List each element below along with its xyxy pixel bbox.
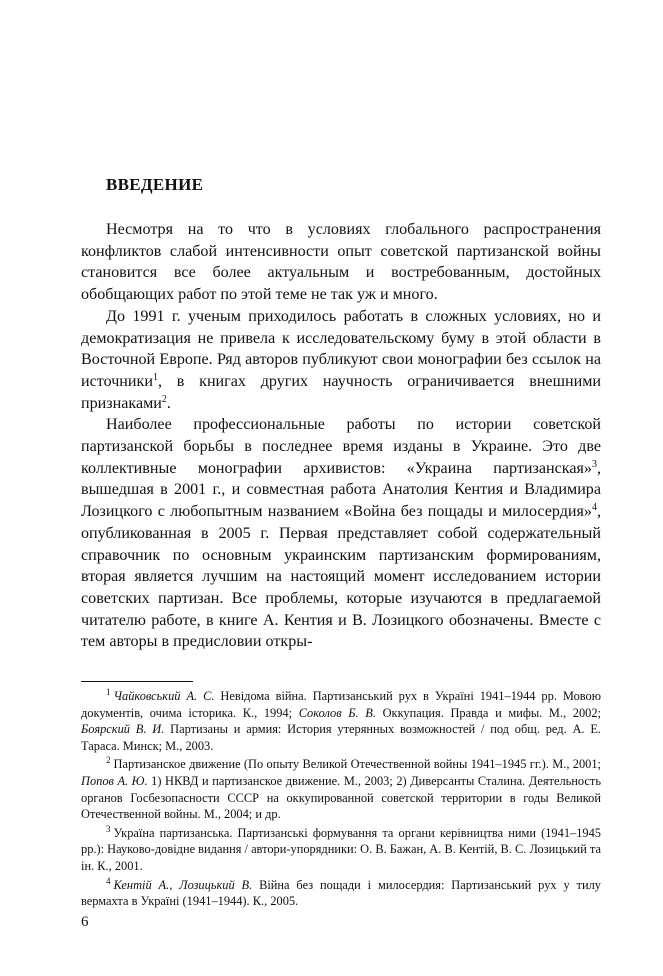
footnote-text: Оккупация. Правда и мифы. М., 2002; xyxy=(375,705,601,720)
footnote-number: 4 xyxy=(106,875,111,886)
author-name: Попов А. Ю. xyxy=(81,773,148,788)
footnote-ref: 4 xyxy=(591,502,597,514)
footnote-ref: 3 xyxy=(591,458,597,470)
footnote-number: 3 xyxy=(106,823,111,834)
footnote-text: Війна без пощади і милосердия: Партизанський рух у тилу вермахта в Україні (1941–1944). К., 2005. xyxy=(81,877,601,909)
footnote-ref: 1 xyxy=(152,371,158,383)
footnote-3 xyxy=(81,825,601,875)
page-number: 6 xyxy=(81,914,89,930)
footnote-divider xyxy=(81,681,193,682)
footnote-text: Партизанское движение (По опыту Великой Отечественной войны 1941–1945 гг.). М., 2001; xyxy=(113,757,601,772)
paragraph-text: Несмотря на то что в условиях глобального распространения конфликтов слабой интенсивности опыт советской партизанской войны становится все более актуальным и востребованным, достойных обобщающих работ по этой теме не так уж и много. xyxy=(81,221,601,304)
paragraph-text: , вышедшая в 2001 г., и совместная работа Анатолия Кентия и Владимира Лозицкого с любопытным названием «Война без пощады и милосердия» xyxy=(81,459,601,521)
paragraph-1 xyxy=(81,219,601,306)
author-name: Боярский В. И. xyxy=(81,722,165,737)
paragraph-3 xyxy=(81,414,601,653)
paragraph-text: До 1991 г. ученым приходилось работать в сложных условиях, но и демократизация не привела к исследовательскому буму в этой области в Восточной Европе. Ряд авторов публикуют свои монографии без ссылок на источники xyxy=(81,307,601,390)
footnote-text: Невідома війна. Партизанський рух в Україні 1941–1944 рр. Мовою документів, очима історика. К., 1994; xyxy=(81,689,601,720)
paragraph-text: , в книгах других научность ограничивается внешними признаками xyxy=(81,372,601,412)
footnotes xyxy=(81,688,601,912)
author-name: Кентій А., Лозицький В. xyxy=(113,877,253,892)
footnote-text: Україна партизанська. Партизанські формування та органи керівництва ними (1941–1945 рр.): Науково-довідне видання / автори-упорядники: О. В. Бажан, А. В. Кентій, В. С. Лозицький та ін. К., 2001. xyxy=(81,825,601,873)
author-name: Чайковський А. С. xyxy=(113,689,215,703)
paragraph-text: . xyxy=(166,394,171,412)
footnote-text: Партизаны и армия: История утерянных возможностей / под общ. ред. А. Е. Тараса. Минск; М., 2003. xyxy=(81,722,601,753)
footnote-4 xyxy=(81,877,601,910)
footnote-ref: 2 xyxy=(161,393,167,405)
chapter-heading: ВВЕДЕНИЕ xyxy=(106,175,204,194)
paragraph-2 xyxy=(81,306,601,415)
footnote-1 xyxy=(81,688,601,754)
footnote-2 xyxy=(81,756,601,822)
footnote-number: 2 xyxy=(106,755,111,766)
paragraph-text: Наиболее профессиональные работы по истории советской партизанской борьбы в последнее время изданы в Украине. Это две коллективные монографии архивистов: «Украина партизанская» xyxy=(81,416,601,477)
paragraph-text: , опубликованная в 2005 г. Первая представляет собой содержательный справочник по основным украинским партизанским формированиям, вторая является лучшим на настоящий момент исследованием истории советских партизан. Все проблемы, которые изучаются в предлагаемой читателю работе, в книге А. Кентия и В. Лозицкого обозначены. Вместе с тем авторы в предисловии откры- xyxy=(81,503,601,651)
author-name: Соколов Б. В. xyxy=(298,705,376,720)
footnote-number: 1 xyxy=(106,687,111,697)
footnote-text: 1) НКВД и партизанское движение. М., 2003; 2) Диверсанты Сталина. Деятельность органов Госбезопасности СССР на оккупированной советской территории в годы Великой Отечественной войны. М., 2004; и др. xyxy=(81,773,601,822)
main-text xyxy=(81,219,601,653)
